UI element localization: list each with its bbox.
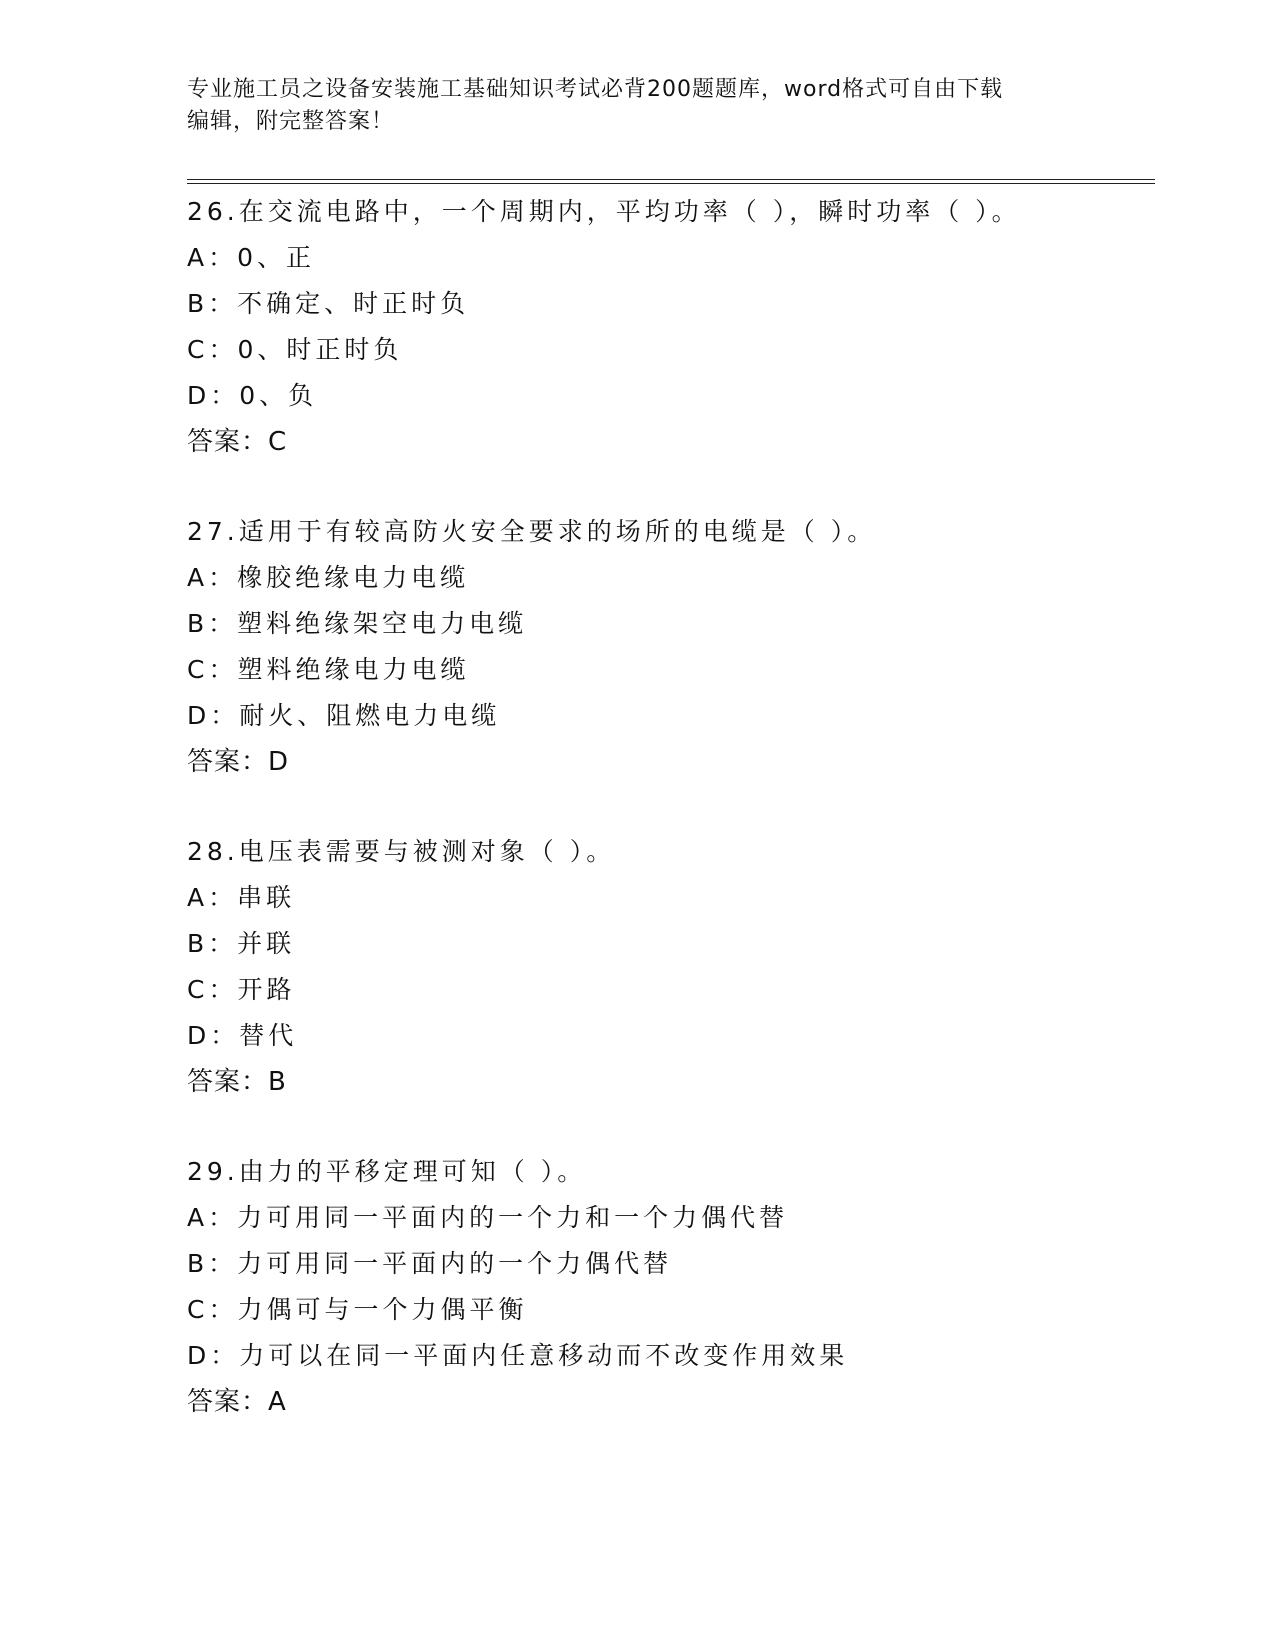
option-b: B：不确定、时正时负 [187, 289, 470, 318]
answer: 答案：C [187, 427, 288, 457]
question-29 [187, 1149, 1155, 1469]
header-line-2: 编辑，附完整答案！ [187, 109, 395, 134]
question-26 [187, 189, 1155, 509]
option-d: D：0、负 [187, 381, 318, 410]
option-b: B：塑料绝缘架空电力电缆 [187, 609, 528, 638]
option-a: A：0、正 [187, 243, 316, 272]
answer: 答案：D [187, 747, 290, 777]
option-c: C：塑料绝缘电力电缆 [187, 655, 470, 684]
option-c: C：开路 [187, 975, 296, 1004]
option-d: D：力可以在同一平面内任意移动而不改变作用效果 [187, 1341, 849, 1370]
option-d: D：替代 [187, 1021, 298, 1050]
question-list [187, 189, 1155, 1469]
option-b: B：并联 [187, 929, 296, 958]
option-c: C：力偶可与一个力偶平衡 [187, 1295, 528, 1324]
header-line-1: 专业施工员之设备安装施工基础知识考试必背200题题库，word格式可自由下载 [187, 77, 1004, 102]
answer: 答案：B [187, 1067, 287, 1097]
question-27 [187, 509, 1155, 829]
answer: 答案：A [187, 1387, 287, 1417]
header-divider [187, 179, 1155, 184]
option-d: D：耐火、阻燃电力电缆 [187, 701, 501, 730]
question-stem: 26.在交流电路中，一个周期内，平均功率（ ），瞬时功率（ ）。 [187, 197, 1021, 226]
option-a: A：橡胶绝缘电力电缆 [187, 563, 470, 592]
page-header [187, 74, 1087, 138]
option-a: A：串联 [187, 883, 296, 912]
question-stem: 27.适用于有较高防火安全要求的场所的电缆是（ ）。 [187, 517, 877, 546]
option-a: A：力可用同一平面内的一个力和一个力偶代替 [187, 1203, 789, 1232]
question-stem: 28.电压表需要与被测对象（ ）。 [187, 837, 616, 866]
option-c: C：0、时正时负 [187, 335, 403, 364]
option-b: B：力可用同一平面内的一个力偶代替 [187, 1249, 673, 1278]
question-stem: 29.由力的平移定理可知（ ）。 [187, 1157, 587, 1186]
question-28 [187, 829, 1155, 1149]
